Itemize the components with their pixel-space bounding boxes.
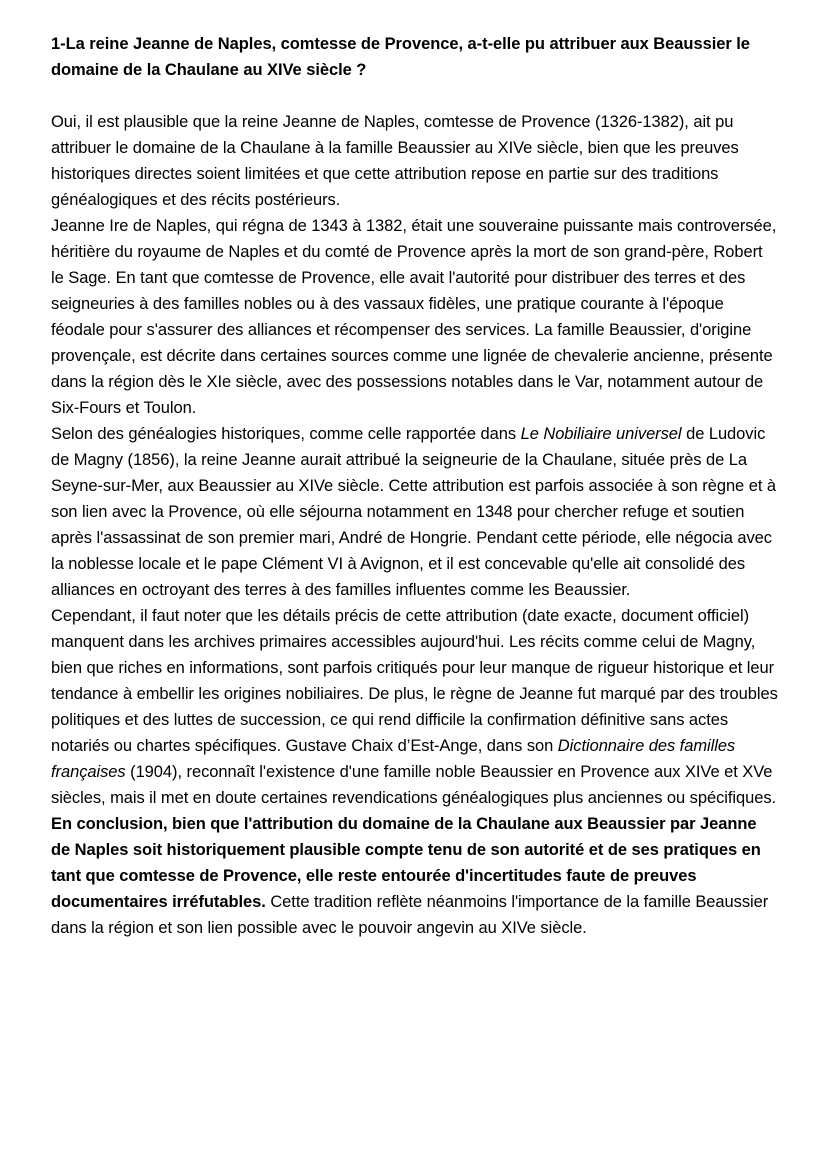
paragraph-3 (51, 421, 778, 603)
conclusion-closing-text: Cette tradition reflète néanmoins l'importance de la famille Beaussier dans la région et son lien possible avec le pouvoir angevin au XIVe siècle. (51, 893, 769, 937)
paragraph-3-text-tail: de Ludovic de Magny (1856), la reine Jeanne aurait attribué la seigneurie de la Chaulane, située près de La Seyne-sur-Mer, aux Beaussier au XIVe siècle. Cette attribution est parfois associée à son règne et à son lien avec la Provence, où elle séjourna notamment en 1348 pour chercher refuge et soutien après l'assassinat de son premier mari, André de Hongrie. Pendant cette période, elle négocia avec la noblesse locale et le pape Clément VI à Avignon, et il est concevable qu'elle ait consolidé des alliances en octroyant des terres à des familles influentes comme les Beaussier. (51, 425, 776, 599)
paragraph-4-text-tail: (1904), reconnaît l'existence d'une famille noble Beaussier en Provence aux XIVe et XVe siècles, mais il met en doute certaines revendications généalogiques plus anciennes ou spécifiques. (51, 763, 777, 807)
book-title-dictionnaire-familles-francaises: Dictionnaire des familles françaises (51, 737, 736, 781)
document-body (51, 109, 778, 941)
book-title-nobiliaire-universel: Le Nobiliaire universel (520, 425, 682, 443)
paragraph-4-text-lead: Cependant, il faut noter que les détails précis de cette attribution (date exacte, document officiel) manquent dans les archives primaires accessibles aujourd'hui. Les récits comme celui de Magny, bien que riches en informations, sont parfois critiqués pour leur manque de rigueur historique et leur tendance à embellir les origines nobiliaires. De plus, le règne de Jeanne fut marqué par des troubles politiques et des luttes de succession, ce qui rend difficile la confirmation définitive sans actes notariés ou chartes spécifiques. Gustave Chaix d’Est-Ange, dans son (51, 607, 778, 755)
paragraph-4 (51, 603, 778, 811)
conclusion-bold-statement: En conclusion, bien que l'attribution du domaine de la Chaulane aux Beaussier par Jeanne de Naples soit historiquement plausible compte tenu de son autorité et de ses pratiques en tant que comtesse de Provence, elle reste entourée d'incertitudes faute de preuves documentaires irréfutables. (51, 815, 761, 911)
paragraph-1: Oui, il est plausible que la reine Jeanne de Naples, comtesse de Provence (1326-1382), ait pu attribuer le domaine de la Chaulane à la famille Beaussier au XIVe siècle, bien que les preuves historiques directes soient limitées et que cette attribution repose en partie sur des traditions généalogiques et des récits postérieurs. (51, 113, 739, 209)
paragraph-2: Jeanne Ire de Naples, qui régna de 1343 à 1382, était une souveraine puissante mais controversée, héritière du royaume de Naples et du comté de Provence après la mort de son grand-père, Robert le Sage. En tant que comtesse de Provence, elle avait l'autorité pour distribuer des terres et des seigneuries à des familles nobles ou à des vassaux fidèles, une pratique courante à l'époque féodale pour s'assurer des alliances et récompenser des services. La famille Beaussier, d'origine provençale, est décrite dans certaines sources comme une lignée de chevalerie ancienne, présente dans la région dès le XIe siècle, avec des possessions notables dans le Var, notamment autour de Six-Fours et Toulon. (51, 217, 777, 417)
paragraph-5-conclusion (51, 811, 778, 941)
page-title: 1-La reine Jeanne de Naples, comtesse de Provence, a-t-elle pu attribuer aux Beaussier le domaine de la Chaulane au XIVe siècle ? (51, 35, 750, 79)
paragraph-3-text-lead: Selon des généalogies historiques, comme celle rapportée dans (51, 425, 521, 443)
